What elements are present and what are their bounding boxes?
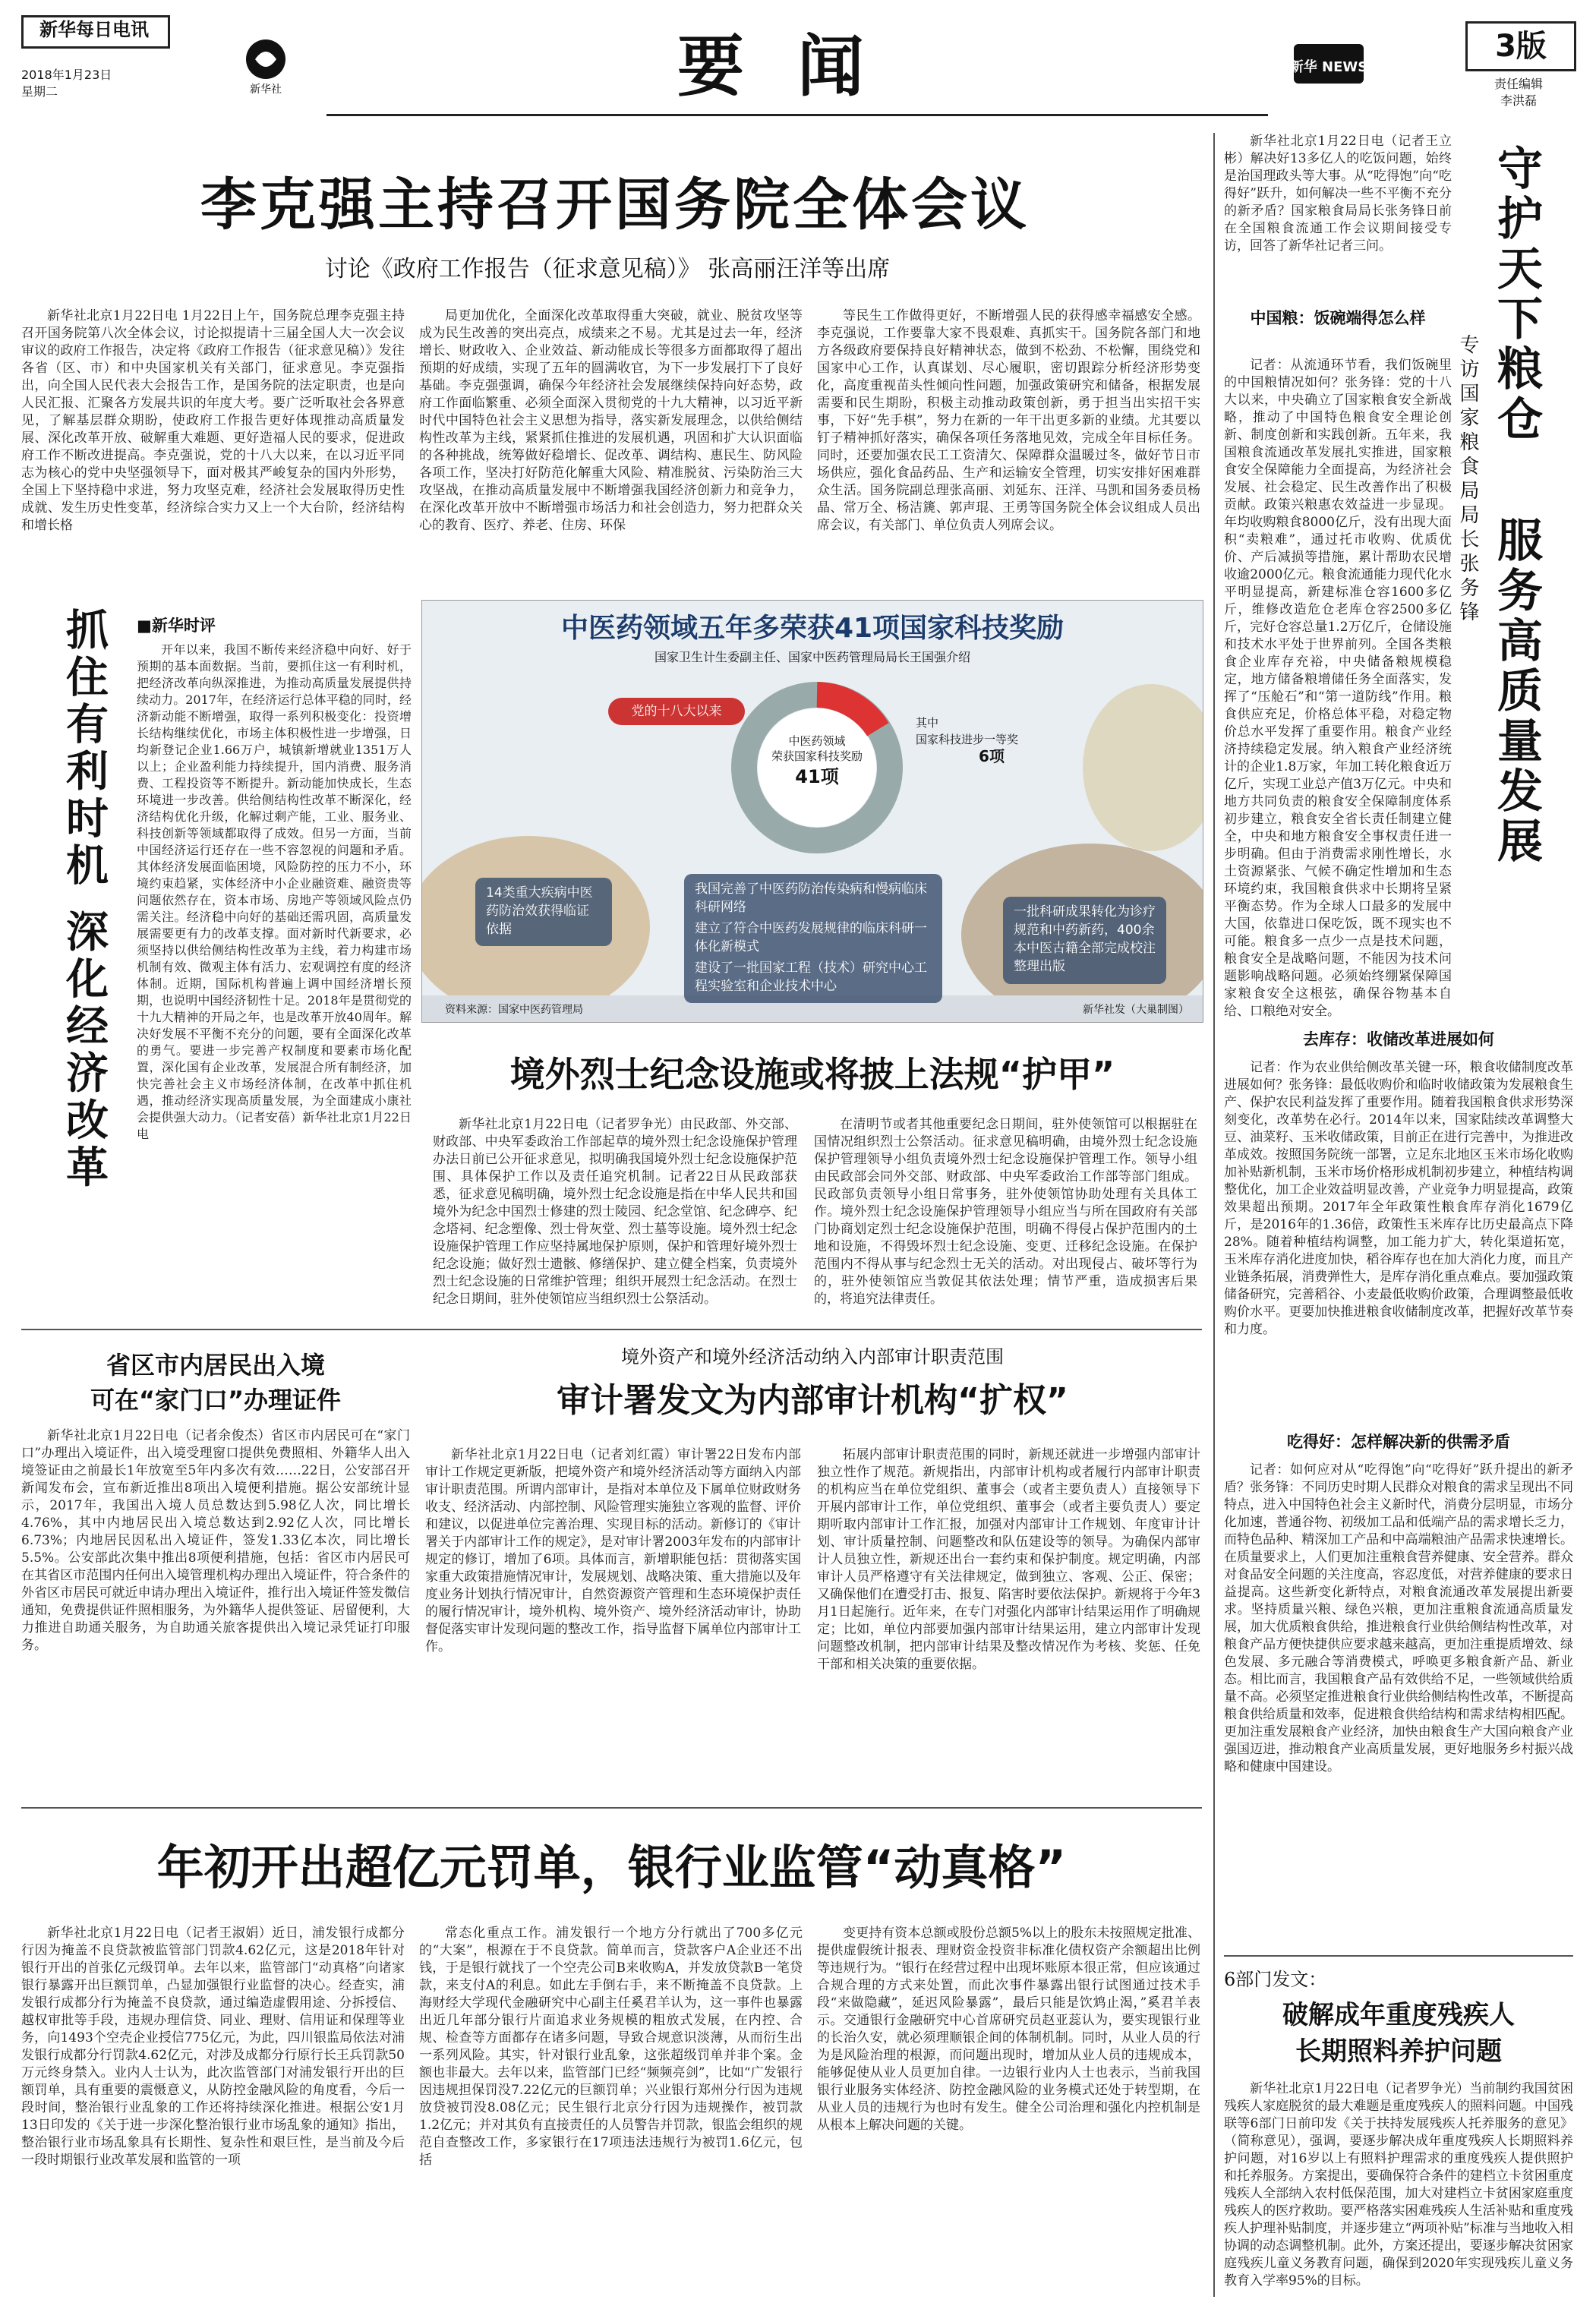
audit-headline: 审计署发文为内部审计机构“扩权” bbox=[557, 1381, 1068, 1420]
exit-entry-body bbox=[21, 1427, 410, 1799]
disabled-headline-2: 长期照料养护问题 bbox=[1295, 2036, 1502, 2067]
xinhua-logo bbox=[228, 36, 304, 97]
issue-date: 2018年1月23日 bbox=[21, 68, 112, 82]
editor-name: 李洪磊 bbox=[1500, 93, 1537, 108]
bubble-mid-item: 建设了一批国家工程（技术）研究中心工程实验室和企业技术中心 bbox=[695, 960, 927, 994]
commentary-body bbox=[137, 642, 412, 1321]
audit-text-1: 新华社北京1月22日电（记者刘红霞）审计署22日发布内部审计工作规定更新版，把境外资产和境外经济活动等方面纳入内部审计职责范围。所谓内部审计，是指对本单位及下属单位财政财务收支、经济活动、内部控制、风险管理实施独立客观的监督、评价和建议，以促进单位完善治理、实现目标的活动。新修订的《审计署关于内部审计工作的规定》，是对审计署2003年发布的内部审计规定的修订，增加了6项。具体而言，新增职能包括：贯彻落实国家重大政策措施情况审计，发展规划、战略决策、重大措施以及年度业务计划执行情况审计，自然资源资产管理和生态环境保护责任的履行情况审计，境外机构、境外资产、境外经济活动审计，协助督促落实审计发现问题的整改工作，指导监督下属单位内部审计工作。 bbox=[425, 1447, 801, 1654]
exit-entry-headline bbox=[21, 1348, 410, 1418]
audit-column-2 bbox=[817, 1446, 1200, 1799]
grain-intro: 新华社北京1月22日电（记者王立彬）解决好13多亿人的吃饭问题，始终是治国理政头等大事。从“吃得饱”向“吃得好”跃升，如何解决一些不平衡不充分的新矛盾？国家粮食局局长张务锋日前在全国粮食流通工作会议期间接受专访，回答了新华社记者三问。 bbox=[1224, 134, 1452, 254]
grain-intro-body bbox=[1224, 133, 1452, 300]
fines-text-2: 常态化重点工作。浦发银行一个地方分行就出了700多亿元的“大案”，根源在于不良贷款。简单而言，贷款客户A企业还不出钱，于是银行就找了一个空壳公司B来收购A，并发放贷款B一笔贷款，来支付A的利息。如此左手倒右手，来不断掩盖不良贷款。上海财经大学现代金融研究中心副主任奚君羊认为，这一事件也暴露出近几年部分银行片面追求业务规模的粗放式发展，在内控、合规、检查等方面都存在诸多问题，导致合规意识淡薄，从而衍生出一系列风险。其实，针对银行业乱象，这张超级罚单并非个案。金额也非最大。去年以来，监管部门已经“频频亮剑”，比如“广发银行因违规担保罚没7.22亿元的巨额罚单；兴业银行郑州分行因为违规放贷被罚没8.08亿元；民生银行北京分行因为违规操作，被罚款1.2亿元；并对其负有直接责任的人员警告并罚款，银监会组织的规范自查整改工作，多家银行在17项违法违规行为被罚1.6亿元，包括 bbox=[419, 1926, 803, 2168]
martyrs-column-2 bbox=[814, 1116, 1197, 1321]
news-logo-text: 新华 NEWS bbox=[1291, 59, 1367, 75]
grain-q1-text: 记者：从流通环节看，我们饭碗里的中国粮情况如何？张务锋：党的十八大以来，中央确立了国家粮食安全新战略，推动了中国特色粮食安全理论创新、制度创新和实践创新。五年来，我国粮食流通改革发展扎实推进，国家粮食安全保障能力全面提高，为经济社会发展、社会稳定、民生改善作出了积极贡献。政策兴粮惠农效益进一步显现。年均收购粮食8000亿斤，没有出现大面积“卖粮难”，通过托市收购、优质优价、产后减损等措施，累计帮助农民增收逾2000亿元。粮食流通能力现代化水平明显提高，新建标准仓容1600多亿斤，维修改造危仓老库仓容2500多亿斤，完好仓容总量1.2万亿斤，仓储设施和技术水平处于世界前列。全国各类粮食企业库存充裕，中央储备粮规模稳定，地方储备粮增储任务全面落实，发挥了“压舱石”和“第一道防线”作用。粮食供应充足，价格总体平稳，对稳定物价总水平发挥了重要作用。粮食产业经济持续稳定发展。纳入粮食产业经济统计的企业1.8万家，年加工转化粮食近万亿斤，实现工业总产值3万亿元。中央和地方共同负责的粮食安全保障制度体系初步建立，粮食安全省长责任制建立健全，中央和地方粮食安全事权责任进一步明确。但由于消费需求刚性增长，水土资源紧张、气候不确定性增加和生态环境约束，我国粮食供求中长期将呈紧平衡态势。作为全球人口最多的发展中大国，依靠进口保吃饭，既不现实也不可能。粮食多一点少一点是技术问题，粮食安全是战略问题，不能因为技术问题影响战略问题。必须始终绷紧保障国家粮食安全这根弦，确保谷物基本自给、口粮绝对安全。 bbox=[1224, 358, 1452, 1017]
side-line-1: 其中 bbox=[916, 716, 939, 730]
fines-column-3 bbox=[817, 1925, 1200, 2297]
grain-headline-2: 服务高质量发展 bbox=[1490, 516, 1543, 867]
center-line-1: 中医药领域 bbox=[788, 734, 846, 748]
audit-column-1 bbox=[425, 1446, 801, 1799]
grain-q1-title: 中国粮：饭碗端得怎么样 bbox=[1250, 309, 1426, 327]
commentary-tag: ■新华时评 bbox=[137, 617, 216, 635]
martyrs-column-1 bbox=[433, 1116, 797, 1321]
section-divider bbox=[21, 1329, 1202, 1330]
since-label: 党的十八大以来 bbox=[608, 698, 745, 725]
lead-column-1 bbox=[21, 308, 405, 569]
disabled-body bbox=[1224, 2080, 1573, 2301]
exit-entry-headline-1: 省区市内居民出入境 bbox=[106, 1351, 325, 1380]
fines-column-2 bbox=[419, 1925, 803, 2297]
masthead-rule bbox=[326, 114, 1268, 116]
grain-q3-text: 记者：如何应对从“吃得饱”向“吃得好”跃升提出的新矛盾？张务锋：不同历史时期人民群众对粮食的需求呈现出不同特点，进入中国特色社会主义新时代，消费分层明显，市场分化加速，普通谷物、初级加工品和低端产品的需求增长乏力，而特色品种、精深加工产品和中高端粮油产品需求快速增长。在质量要求上，人们更加注重粮食营养健康、安全营养。群众对食品安全问题的关注度高，容忍度低，对营养健康的要求日益提高。这些新变化新特点，对粮食流通改革发展提出新要求。坚持质量兴粮、绿色兴粮，更加注重粮食流通高质量发展，加大优质粮食供给，推进粮食行业供给侧结构性改革，对粮食产品方便快捷供应要求越来越高，更加注重提质增效、绿色发展、多元融合等消费模式，呼唤更多粮食新产品、新业态。相比而言，我国粮食产品有效供给不足，一些领域供给质量不高。必须坚定推进粮食行业供给侧结构性改革，不断提高粮食供给质量和效率，促进粮食供给结构和需求结构相匹配。更加注重发展粮食产业经济，加快由粮食生产大国向粮食产业强国迈进，推动粮食产业高质量发展，更好地服务乡村振兴战略和健康中国建设。 bbox=[1224, 1462, 1573, 1774]
fines-text-3: 变更持有资本总额或股份总额5%以上的股东未按照规定批准、提供虚假统计报表、理财资金投资非标准化债权资产余额超出比例等违规行为。“银行在经营过程中出现坏账原本很正常，但应该通过合规合理的方式来处置，而此次事件暴露出银行试图通过技术手段“来做隐藏”，延迟风险暴露”，最后只能是饮鸩止渴，”奚君羊表示。交通银行金融研究中心首席研究员赵亚蕊认为，要实现银行业的长治久安，就必须理顺银企间的体制机制。同时，从业人员的行为是风险治理的根源，而问题出现时，增加从业人员的违规成本，能够促使从业人员更加自律。一边银行业内人士也表示，当前我国银行业服务实体经济、防控金融风险的业务模式还处于转型期，在从业人员的违规行为也时有发生。健全公司治理和强化内控机制是从根本上解决问题的关键。 bbox=[817, 1926, 1200, 2133]
grain-headline-1: 守护天下粮仓 bbox=[1490, 144, 1543, 445]
martyrs-text-2: 在清明节或者其他重要纪念日期间，驻外使领馆可以根据驻在国情况组织烈士公祭活动。征求意见稿明确，由境外烈士纪念设施保护管理领导小组负责境外烈士纪念设施保护管理工作。领导小组由民政部会同外交部、财政部、中央军委政治工作部等部门组成。民政部负责领导小组日常事务，驻外使领馆协助处理有关具体工作。境外烈士纪念设施保护管理领导小组应当与所在国政府有关部门协商划定烈士纪念设施保护范围，明确不得侵占保护范围内的土地和设施，不得毁坏烈士纪念设施、变更、迁移纪念设施。在保护范围内不得从事与纪念烈士无关的活动。对出现侵占、破坏等行为的，驻外使领馆应当敦促其依法处理；情节严重，造成损害后果的，将追究法律责任。 bbox=[814, 1117, 1197, 1307]
center-value: 41项 bbox=[795, 766, 839, 787]
disabled-kicker: 6部门发文： bbox=[1224, 1969, 1327, 1990]
issue-weekday: 星期二 bbox=[21, 84, 58, 99]
grain-q3-title: 吃得好：怎样解决新的供需矛盾 bbox=[1287, 1433, 1510, 1451]
infographic bbox=[421, 600, 1203, 1023]
lead-column-3 bbox=[817, 308, 1200, 569]
martyrs-text-1: 新华社北京1月22日电（记者罗争光）由民政部、外交部、财政部、中央军委政治工作部起草的境外烈士纪念设施保护管理办法日前已公开征求意见，拟明确我国境外烈士纪念设施保护范围、具体保护工作以及责任追究机制。记者22日从民政部获悉，征求意见稿明确，境外烈士纪念设施是指在中华人民共和国境外为纪念中国烈士修建的烈士陵园、纪念堂馆、纪念碑亭、纪念塔祠、纪念塑像、烈士骨灰堂、烈士墓等设施。境外烈士纪念设施保护管理工作应坚持属地保护原则，保护和管理好境外烈士纪念设施；做好烈士遗骸、修缮保护、建立健全档案，负责境外烈士纪念设施的日常维护管理；组织开展烈士纪念活动。在烈士纪念日期间，驻外使领馆应当组织烈士公祭活动。 bbox=[433, 1117, 797, 1307]
infographic-title: 中医药领域五年多荣获41项国家科技奖励 bbox=[560, 613, 1065, 644]
exit-entry-text: 新华社北京1月22日电（记者余俊杰）省区市内居民可在“家门口”办理出入境证件，出入境受理窗口提供免费照相、外籍华人出入境签证由之前最长1年放宽至5年内多次有效……22日，公安部召开新闻发布会，宣布新近推出8项出入境便利措施。据公安部统计显示，2017年，我国出入境人员总数达到5.98亿人次，同比增长4.76%，其中内地居民出入境总数达到2.92亿人次，同比增长6.73%；内地居民因私出入境证件，签发1.33亿本次，同比增长5.5%。公安部此次集中推出8项便利措施，包括：省区市内居民可在其省区市范围内任何出入境管理机构办理出入境证件，符合条件的外省区市居民可就近申请办理出入境证件，推行出入境证件签发微信通知，免费提供证件照相服务，为外籍华人提供签证、居留便利，大力推进自助通关服务，为自助通关旅客提供出入境记录凭证打印服务。 bbox=[21, 1428, 410, 1653]
center-label bbox=[760, 733, 874, 790]
editor-label: 责任编辑 bbox=[1493, 77, 1543, 91]
editor-credit bbox=[1465, 76, 1572, 109]
side-value: 6项 bbox=[979, 747, 1005, 765]
disabled-headline-1: 破解成年重度残疾人 bbox=[1282, 2000, 1515, 2030]
lead-column-2 bbox=[419, 308, 803, 569]
audit-text-2: 拓展内部审计职责范围的同时，新规还就进一步增强内部审计独立性作了规范。新规指出，内部审计机构或者履行内部审计职责的机构应当在单位党组织、董事会（或者主要负责人）直接领导下开展内部审计工作，单位党组织、董事会（或者主要负责人）要定期听取内部审计工作汇报，加强对内部审计工作规划、年度审计计划、审计质量控制、问题整改和队伍建设等的领导。为确保内部审计人员独立性，新规还出台一套约束和保护制度。规定明确，内部审计人员严格遵守有关法律规定，做到独立、客观、公正、保密；又确保他们在遭受打击、报复、陷害时要依法保护。新规将于今年3月1日起施行。近年来，在专门对强化内部审计结果运用作了明确规定；比如，单位内部要加强内部审计结果运用，建立内部审计发现问题整改机制，把内部审计结果及整改情况作为考核、奖惩、任免干部和相关决策的重要依据。 bbox=[817, 1447, 1200, 1672]
martyrs-headline: 境外烈士纪念设施或将披上法规“护甲” bbox=[509, 1054, 1115, 1095]
section-divider-2 bbox=[21, 1807, 1202, 1809]
section-title: 要闻 bbox=[677, 27, 917, 106]
grain-q1-overflow bbox=[1459, 960, 1577, 1017]
disabled-headline bbox=[1224, 1997, 1573, 2070]
grain-q2-title: 去库存：收储改革进展如何 bbox=[1303, 1030, 1494, 1049]
bubble-mid-item: 建立了符合中医药发展规律的临床科研一体化新模式 bbox=[695, 921, 927, 954]
grain-q3-body bbox=[1224, 1462, 1573, 1948]
infographic-source: 资料来源：国家中医药管理局 bbox=[445, 1004, 583, 1016]
audit-kicker: 境外资产和境外经济活动纳入内部审计职责范围 bbox=[621, 1346, 1004, 1367]
paper-name: 新华每日电讯 bbox=[39, 19, 149, 40]
lead-text-1: 新华社北京1月22日电 1月22日上午，国务院总理李克强主持召开国务院第八次全体会议，讨论拟提请十三届全国人大一次会议审议的政府工作报告，决定将《政府工作报告（征求意见稿）》发往各省（区、市）和中央国家机关有关部门，征求意见。李克强指出，向全国人民代表大会报告工作，是国务院的法定职责，也是向人民汇报、汇聚各方发展共识的年度大考。要广泛听取社会各界意见，了解基层群众期盼，使政府工作报告更好体现推动高质量发展、深化改革开放、破解重大难题、更好造福人民的要求，促进政府工作不断改进提高。李克强说，党的十八大以来，在以习近平同志为核心的党中央坚强领导下，面对极其严峻复杂的国内外形势，全国上下坚持稳中求进，努力攻坚克难，经济社会发展取得历史性成就、发生历史性变革，经济综合实力又上一个大台阶，经济结构和增长格 bbox=[21, 308, 405, 533]
commentary-headline: 抓住有利时机 深化经济改革 bbox=[59, 607, 109, 1192]
lead-subhead: 讨论《政府工作报告（征求意见稿）》 张高丽汪洋等出席 bbox=[324, 256, 891, 282]
right-column-rule bbox=[1213, 133, 1215, 2297]
xinhua-news-logo bbox=[1291, 36, 1367, 97]
grain-q2-body bbox=[1224, 1059, 1573, 1424]
grain-subhead: 专访国家粮食局局长张务锋 bbox=[1456, 334, 1479, 626]
infographic-subtitle: 国家卫生计生委副主任、国家中医药管理局局长王国强介绍 bbox=[654, 650, 970, 664]
lead-text-3: 等民生工作做得更好，不断增强人民的获得感幸福感安全感。李克强说，工作要靠大家不畏艰难、真抓实干。国务院各部门和地方各级政府要保持良好精神状态，做到不松劲、不松懈，围绕党和国家中心工作，认真谋划、尽心履职，密切跟踪分析经济形势变化，高度重视苗头性倾向性问题，加强政策研究和储备，根据发展需要和民生期盼，积极主动推动政策创新，勇于担当出实招干实事，下好“先手棋”，努力在新的一年干出更多新的业绩。尤其要以钉子精神抓好落实，确保各项任务落地见效，完成全年目标任务。同时，还要加强农民工工资清欠、保障群众温暖过冬，做好节日市场供应，强化食品药品、生产和运输安全管理，切实安排好困难群众生活。国务院副总理张高丽、刘延东、汪洋、马凯和国务委员杨晶、常万全、杨洁篪、郭声琨、王勇等国务院全体会议组成人员出席会议，有关部门、单位负责人列席会议。 bbox=[817, 308, 1200, 533]
center-line-2: 荣获国家科技奖励 bbox=[771, 749, 863, 763]
page-number: 3版 bbox=[1465, 21, 1576, 71]
bubble-right: 一批科研成果转化为诊疗规范和中药新药，400余本中医古籍全部完成校注整理出版 bbox=[1003, 897, 1166, 984]
bubble-left: 14类重大疾病中医药防治效获得临证依据 bbox=[475, 878, 612, 946]
lead-headline: 李克强主持召开国务院全体会议 bbox=[200, 172, 1030, 238]
grain-q2-text: 记者：作为农业供给侧改革关键一环，粮食收储制度改革进展如何？张务锋：最低收购价和临时收储政策为发展粮食生产、保护农民利益发挥了重要作用。随着我国粮食供求形势深刻变化，改革势在必行。2014年以来，国家陆续改革调整大豆、油菜籽、玉米收储政策，目前正在进行完善中，为推进改革成效。按照国务院统一部署，立足东北地区玉米市场化收购加补贴新机制，玉米市场价格形成机制初步建立，种植结构调整优化，加工企业效益明显改善，产业竞争力明显提高，政策效果超出预期。2017年全年政策性粮食库存消化1679亿斤，是2016年的1.36倍，政策性玉米库存比历史最高点下降28%。随着种植结构调整，加工能力扩大，转化渠道拓宽，玉米库存消化进度加快，稻谷库存也在加大消化力度，而且产业链条拓展，消费弹性大，是库存消化重点难点。要加强政策储备研究，完善稻谷、小麦最低收购价政策，合理调整最低收购价水平。更要加快推进粮食收储制度改革，把握好改革节奏和力度。 bbox=[1224, 1060, 1573, 1337]
side-line-2: 国家科技进步一等奖 bbox=[916, 733, 1019, 746]
fines-text-1: 新华社北京1月22日电（记者王淑娟）近日，浦发银行成都分行因为掩盖不良贷款被监管部门罚款4.62亿元，这是2018年针对银行开出的首张亿元级罚单。去年以来，监管部门“动真格”向诸家银行暴露开出巨额罚单，凸显加强银行业监督的决心。经查实，浦发银行成都分行为掩盖不良贷款，通过编造虚假用途、分拆授信、越权审批等手段，违规办理信贷、同业、理财、信用证和保理等业务，向1493个空壳企业授信775亿元，为此，四川银监局依法对浦发银行成都分行罚款4.62亿元，对涉及成都分行原行长王兵罚款50万元终身禁入。业内人士认为，此次监管部门对浦发银行开出的巨额罚单，具有重要的震慑意义，从防控金融风险的角度看，今后一段时间，整治银行业乱象的工作还将持续深化推进。根据公安1月13日印发的《关于进一步深化整治银行业市场乱象的通知》指出，整治银行业市场乱象具有长期性、复杂性和艰巨性，是当前及今后一段时期银行业改革发展和监管的一项 bbox=[21, 1926, 405, 2168]
side-label bbox=[916, 714, 1068, 765]
exit-entry-headline-2: 可在“家门口”办理证件 bbox=[90, 1386, 342, 1415]
commentary-text: 开年以来，我国不断传来经济稳中向好、好于预期的基本面数据。当前，要抓住这一有利时机，把经济改革向纵深推进，为推动高质量发展提供持续动力。2017年，在经济运行总体平稳的同时，经济新动能不断增强，取得一系列积极变化：投资增长结构继续优化，市场主体积极性进一步增强，日均新登记企业1.66万户，城镇新增就业1351万人以上；企业盈利能力持续提升，国内消费、服务消费、工程投资等不断提升。新动能加快成长，生态环境进一步改善。供给侧结构性改革不断深化，经济结构优化升级，化解过剩产能，工业、服务业、科技创新等领域都取得了成效。但另一方面，当前中国经济运行还存在一些不容忽视的问题和矛盾。其体经济发展面临困境，风险防控的压力不小，环境约束趋紧，实体经济中小企业融资难、融资贵等问题依然存在，资本市场、房地产等领域风险点仍需关注。经济稳中向好的基础还需巩固，高质量发展需要更有力的改革支撑。面对新时代新要求，必须坚持以供给侧结构性改革为主线，着力构建市场机制有效、微观主体有活力、宏观调控有度的经济体制。近期，国际机构普遍上调中国经济增长预期，也说明中国经济韧性十足。2018年是贯彻党的十九大精神的开局之年，也是改革开放40周年。解决好发展不平衡不充分的问题，要有全面深化改革的勇气。要进一步完善产权制度和要素市场化配置，深化国有企业改革，发展混合所有制经济，加快完善社会主义市场经济体制，在改革中抓住机遇，推动经济实现高质量发展，为全面建成小康社会提供强大动力。（记者安蓓）新华社北京1月22日电 bbox=[137, 642, 412, 1141]
fines-headline: 年初开出超亿元罚单，银行业监管“动真格” bbox=[156, 1840, 1067, 1895]
right-divider bbox=[1224, 1955, 1573, 1957]
issue-date-block bbox=[21, 67, 150, 100]
grain-q1-body bbox=[1224, 357, 1452, 1017]
bubble-middle bbox=[684, 874, 942, 1003]
bubble-mid-item: 我国完善了中医药防治传染病和慢病临床科研网络 bbox=[695, 882, 927, 915]
disabled-text: 新华社北京1月22日电（记者罗争光）当前制约我国贫困残疾人家庭脱贫的最大难题是重度残疾人的照料问题。中国残联等6部门日前印发《关于扶持发展残疾人托养服务的意见》（简称意见），强调，要逐步解决成年重度残疾人长期照料养护问题，对16岁以上有照料护理需求的重度残疾人提供照护和托养服务。方案提出，要确保符合条件的建档立卡贫困重度残疾人全部纳入农村低保范围，加大对建档立卡贫困家庭重度残疾人的医疗救助。要严格落实困难残疾人生活补贴和重度残疾人护理补贴制度，并逐步建立“两项补贴”标准与当地收入相协调的动态调整机制。此外，方案还提出，要逐步解决贫困家庭残疾儿童义务教育问题，确保到2020年实现残疾儿童义务教育入学率95%的目标。 bbox=[1224, 2081, 1573, 2288]
lead-text-2: 局更加优化，全面深化改革取得重大突破，就业、脱贫攻坚等成为民生改善的突出亮点，成绩来之不易。尤其是过去一年，经济增长、财政收入、企业效益、新动能成长等很多方面都取得了超出预期的好成绩，实现了五年的圆满收官，为下一步发展打下了良好基础。李克强强调，确保今年经济社会发展继续保持向好态势，政府工作面临繁重、必须全面深入贯彻党的十九大精神，以习近平新时代中国特色社会主义思想为指导，落实新发展理念，以供给侧结构性改革为主线，紧紧抓住推进的发展机遇，巩固和扩大认识面临的各种挑战，统筹做好稳增长、促改革、调结构、惠民生、防风险各项工作，坚决打好防范化解重大风险、精准脱贫、污染防治三大攻坚战，在推动高质量发展中不断增强我国经济创新力和竞争力，在深化改革开放中不断增强市场活力和社会创造力，努力把群众关心的教育、医疗、养老、住房、环保 bbox=[419, 308, 803, 533]
xinhua-logo-text: 新华社 bbox=[250, 84, 282, 96]
infographic-credit: 新华社发（大巢制图） bbox=[1083, 1004, 1189, 1016]
fines-column-1 bbox=[21, 1925, 405, 2297]
